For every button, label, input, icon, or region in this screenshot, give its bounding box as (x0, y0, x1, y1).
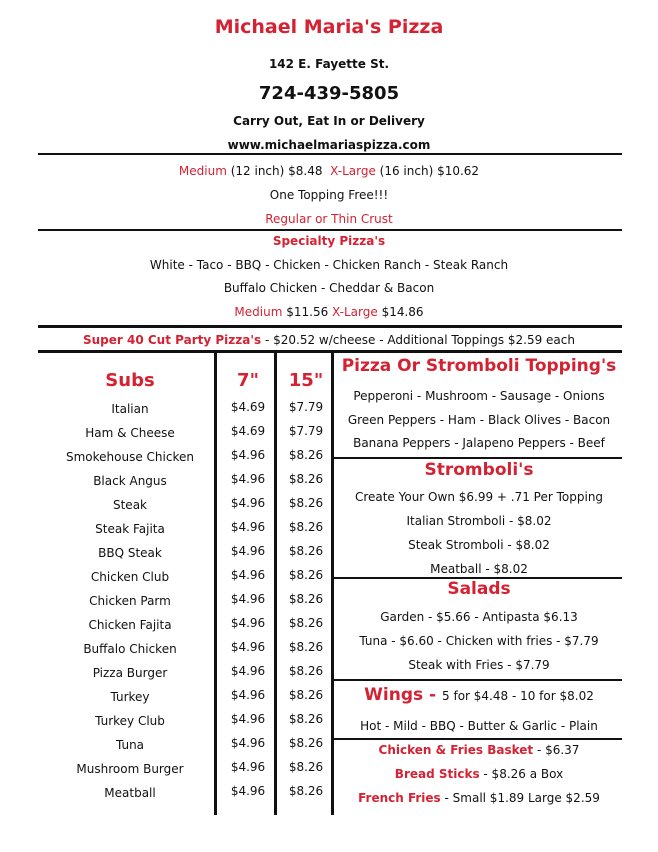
sub-price-15: $8.26 (288, 544, 324, 558)
divider (333, 457, 622, 459)
sub-name: Steak (112, 498, 147, 512)
sub-price-15: $8.26 (288, 448, 324, 462)
sub-price-15: $8.26 (288, 712, 324, 726)
divider (38, 153, 622, 155)
sub-price-7: $4.96 (230, 640, 266, 654)
sub-price-7: $4.96 (230, 472, 266, 486)
sub-name: Ham & Cheese (85, 426, 175, 440)
sub-name: Italian (111, 402, 149, 416)
stromboli-title: Stromboli's (424, 460, 534, 480)
service-options: Carry Out, Eat In or Delivery (233, 114, 425, 128)
sub-price-15: $8.26 (288, 736, 324, 750)
toppings-list-1: Pepperoni - Mushroom - Sausage - Onions (353, 389, 605, 403)
crust-options: Regular or Thin Crust (265, 212, 393, 226)
specialty-list-2: Buffalo Chicken - Cheddar & Bacon (223, 281, 435, 295)
sub-name: BBQ Steak (98, 546, 162, 560)
sub-price-15: $8.26 (288, 496, 324, 510)
sub-price-7: $4.96 (230, 688, 266, 702)
pizza-sizes (0, 164, 658, 178)
medium-price: (12 inch) $8.48 (226, 164, 323, 178)
subs-col-15: 15" (288, 370, 324, 391)
specialty-medium-price: $11.56 (282, 305, 333, 319)
salads-line-3: Steak with Fries - $7.79 (408, 658, 550, 672)
fries-label: French Fries (358, 791, 441, 805)
sub-price-7: $4.69 (230, 400, 266, 414)
divider (333, 738, 622, 740)
fries-price: - Small $1.89 Large $2.59 (440, 791, 600, 805)
subs-title: Subs (105, 370, 155, 391)
sub-name: Chicken Club (90, 570, 170, 584)
wings-dash: - (423, 685, 443, 705)
breadsticks-price: - $8.26 a Box (479, 767, 564, 781)
sub-name: Pizza Burger (92, 666, 168, 680)
sub-price-7: $4.96 (230, 568, 266, 582)
specialty-title: Specialty Pizza's (272, 234, 386, 248)
sub-price-7: $4.69 (230, 424, 266, 438)
sub-name: Smokehouse Chicken (66, 450, 194, 464)
free-topping: One Topping Free!!! (269, 188, 389, 202)
stromboli-line-3: Steak Stromboli - $8.02 (408, 538, 550, 552)
party-pizza-label: Super 40 Cut Party Pizza's (82, 333, 262, 347)
stromboli-line-2: Italian Stromboli - $8.02 (406, 514, 552, 528)
sub-price-15: $8.26 (288, 760, 324, 774)
wings-flavors: Hot - Mild - BBQ - Butter & Garlic - Plain (360, 719, 598, 733)
sub-name: Turkey (110, 690, 150, 704)
restaurant-title: Michael Maria's Pizza (214, 16, 444, 38)
sub-price-7: $4.96 (230, 736, 266, 750)
sub-price-15: $8.26 (288, 616, 324, 630)
toppings-title: Pizza Or Stromboli Topping's (341, 356, 617, 376)
sub-name: Mushroom Burger (76, 762, 184, 776)
address: 142 E. Fayette St. (268, 57, 390, 71)
sub-price-7: $4.96 (230, 784, 266, 798)
stromboli-line-4: Meatball - $8.02 (430, 562, 528, 576)
specialty-medium-label: Medium (234, 305, 283, 319)
divider (38, 325, 622, 328)
column-divider (274, 353, 277, 815)
sub-price-7: $4.96 (230, 664, 266, 678)
medium-label: Medium (178, 164, 227, 178)
wings-detail: 5 for $4.48 - 10 for $8.02 (442, 689, 594, 703)
basket-price: - $6.37 (533, 743, 580, 757)
sub-name: Chicken Fajita (88, 618, 172, 632)
sub-price-15: $8.26 (288, 568, 324, 582)
sub-price-7: $4.96 (230, 544, 266, 558)
sub-price-7: $4.96 (230, 616, 266, 630)
sub-price-7: $4.96 (230, 760, 266, 774)
sub-price-7: $4.96 (230, 496, 266, 510)
toppings-list-2: Green Peppers - Ham - Black Olives - Bacon (347, 413, 611, 427)
salads-line-2: Tuna - $6.60 - Chicken with fries - $7.79 (359, 634, 599, 648)
sub-price-7: $4.96 (230, 520, 266, 534)
sub-name: Chicken Parm (89, 594, 171, 608)
subs-col-7: 7" (237, 370, 259, 391)
toppings-list-3: Banana Peppers - Jalapeno Peppers - Beef (353, 436, 605, 450)
divider (38, 229, 622, 231)
wings-title: Wings (364, 685, 424, 705)
french-fries (336, 791, 622, 805)
sub-name: Turkey Club (95, 714, 165, 728)
specialty-xlarge-price: $14.86 (377, 305, 424, 319)
wings-header (336, 685, 622, 705)
phone-number: 724-439-5805 (258, 83, 400, 104)
salads-line-1: Garden - $5.66 - Antipasta $6.13 (380, 610, 578, 624)
specialty-list-1: White - Taco - BBQ - Chicken - Chicken Ranch - Steak Ranch (149, 258, 509, 272)
divider (38, 350, 622, 353)
sub-price-15: $8.26 (288, 688, 324, 702)
xlarge-price: (16 inch) $10.62 (375, 164, 480, 178)
sub-price-15: $8.26 (288, 472, 324, 486)
chicken-fries-basket (336, 743, 622, 757)
sub-price-15: $7.79 (288, 424, 324, 438)
basket-label: Chicken & Fries Basket (378, 743, 534, 757)
sub-name: Meatball (104, 786, 156, 800)
sub-name: Black Angus (93, 474, 167, 488)
sub-price-15: $8.26 (288, 784, 324, 798)
party-pizza (0, 333, 658, 347)
bread-sticks (336, 767, 622, 781)
sub-name: Tuna (115, 738, 145, 752)
sub-name: Steak Fajita (95, 522, 165, 536)
sub-price-15: $7.79 (288, 400, 324, 414)
specialty-xlarge-label: X-Large (332, 305, 378, 319)
xlarge-label: X-Large (330, 164, 376, 178)
breadsticks-label: Bread Sticks (394, 767, 480, 781)
divider (333, 679, 622, 681)
sub-price-15: $8.26 (288, 664, 324, 678)
sub-price-7: $4.96 (230, 448, 266, 462)
sub-price-15: $8.26 (288, 520, 324, 534)
stromboli-line-1: Create Your Own $6.99 + .71 Per Topping (354, 490, 604, 504)
sub-price-15: $8.26 (288, 592, 324, 606)
sub-price-7: $4.96 (230, 592, 266, 606)
sub-price-15: $8.26 (288, 640, 324, 654)
website[interactable]: www.michaelmariaspizza.com (227, 138, 431, 152)
sub-name: Buffalo Chicken (83, 642, 177, 656)
sub-price-7: $4.96 (230, 712, 266, 726)
salads-title: Salads (447, 579, 511, 599)
party-pizza-detail: - $20.52 w/cheese - Additional Toppings $2.59 each (261, 333, 575, 347)
specialty-prices (0, 305, 658, 319)
